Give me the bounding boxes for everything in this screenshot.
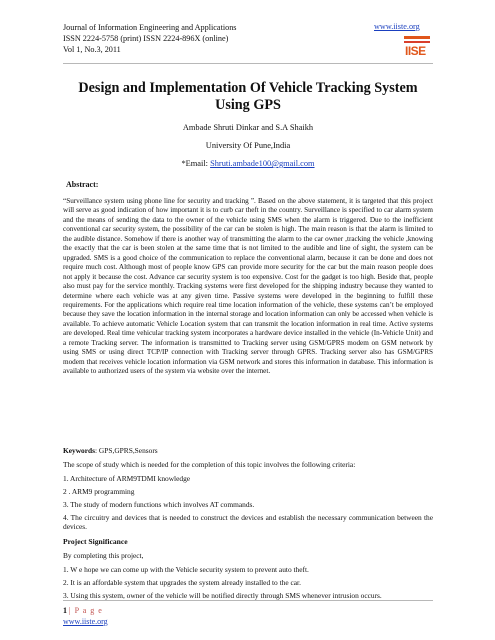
journal-info	[63, 22, 237, 55]
page-label: | P a g e	[69, 606, 103, 615]
list-item: 1. W e hope we can come up with the Vehicle security system to prevent auto theft.	[63, 565, 309, 574]
keywords-label: Keywords	[63, 446, 96, 455]
list-item: 4. The circuitry and devices that is needed to construct the devices and establish the necessary communication between the devices.	[63, 513, 433, 532]
journal-issn: ISSN 2224-5758 (print) ISSN 2224-896X (online)	[63, 34, 229, 43]
logo-bar-secondary	[404, 41, 430, 43]
journal-name: Journal of Information Engineering and Applications	[63, 23, 237, 32]
author-email-link[interactable]: Shruti.ambade100@gmail.com	[210, 159, 315, 168]
journal-volume: Vol 1, No.3, 2011	[63, 45, 121, 54]
footer-site-link[interactable]: www.iiste.org	[63, 617, 108, 626]
scope-intro: The scope of study which is needed for the completion of this topic involves the following criteria:	[63, 460, 356, 469]
list-item: 1. Architecture of ARM9TDMI knowledge	[63, 474, 191, 483]
email-line	[63, 159, 433, 168]
keywords-line	[63, 446, 433, 455]
logo-text: IISE	[405, 44, 426, 58]
project-significance-heading: Project Significance	[63, 537, 128, 546]
email-prefix: *Email:	[181, 159, 211, 168]
paper-affiliation: University Of Pune,India	[205, 141, 291, 150]
iiste-logo	[404, 36, 430, 58]
keywords-value: : GPS,GPRS,Sensors	[95, 446, 158, 455]
list-item: 2. It is an affordable system that upgrades the system already installed to the car.	[63, 578, 301, 587]
paper-title: Design and Implementation Of Vehicle Tracking System Using GPS	[78, 80, 418, 113]
footer-divider	[63, 600, 433, 601]
project-list	[63, 565, 433, 604]
logo-bar	[404, 36, 430, 39]
list-item: 3. The study of modern functions which involves AT commands.	[63, 500, 255, 509]
list-item: 2 . ARM9 programming	[63, 487, 135, 496]
page-number: 1	[63, 606, 67, 615]
header-site-link[interactable]: www.iiste.org	[374, 22, 420, 31]
abstract-text: “Surveillance system using phone line for security and tracking ”. Based on the above statement, it is targeted that this project will serve as good indication of how important it is to curb car theft in the country. Surveillance is specified to car alarm system and the means of sending the data to the owner of the vehicle using SMS when the alarm is triggered. Due to the inefficient conventional car security system, the possibility of the car can be stolen is high. The main reason is that the alarm is limited to the audible distance. Somehow if there is another way of transmitting the alarm to the car owner ,tracking the vehicle ,knowing the exactly that the car is been stolen at the same time that is not limited to the audible and line of sight, the system can be upgraded. SMS is a good choice of the communication to replace the conventional alarm, because it can be done and does not require much cost. Although most of people know GPS can provide more security for the car but the main reason people does not apply it because the cost. Advance car security system is too expensive. Cost for the gadget is too high. Beside that, people also must pay for the service monthly. Tracking systems were first developed for the shipping industry because they wanted to determine where each vehicle was at any given time. Passive systems were developed in the beginning to fulfill these requirements. For the applications which require real time location information of the vehicle, these systems can’t be employed because they save the location information in the internal storage and location information can only be accessed when vehicle is available. To achieve automatic Vehicle Location system that can transmit the location information in real time. Active systems are developed. Real time vehicular tracking system incorporates a hardware device installed in the vehicle (In-Vehicle Unit) and a remote Tracking server. The information is transmitted to Tracking server using GSM/GPRS modem on GSM network by using SMS or using direct TCP/IP connection with Tracking server through GPRS. Tracking server also has GSM/GPRS modem that receives vehicle location information via GSM network and stores this information in database. This information is available to authorized users of the system via website over the internet.	[63, 197, 433, 376]
paper-authors: Ambade Shruti Dinkar and S.A Shaikh	[182, 123, 314, 132]
project-intro: By completing this project,	[63, 551, 144, 560]
footer-page-number	[63, 606, 103, 615]
header-divider	[63, 63, 433, 64]
scope-list	[63, 474, 433, 535]
abstract-heading: Abstract:	[66, 180, 99, 189]
list-item: 3. Using this system, owner of the vehicle will be notified directly through SMS whenever intrusion occurs.	[63, 591, 382, 600]
